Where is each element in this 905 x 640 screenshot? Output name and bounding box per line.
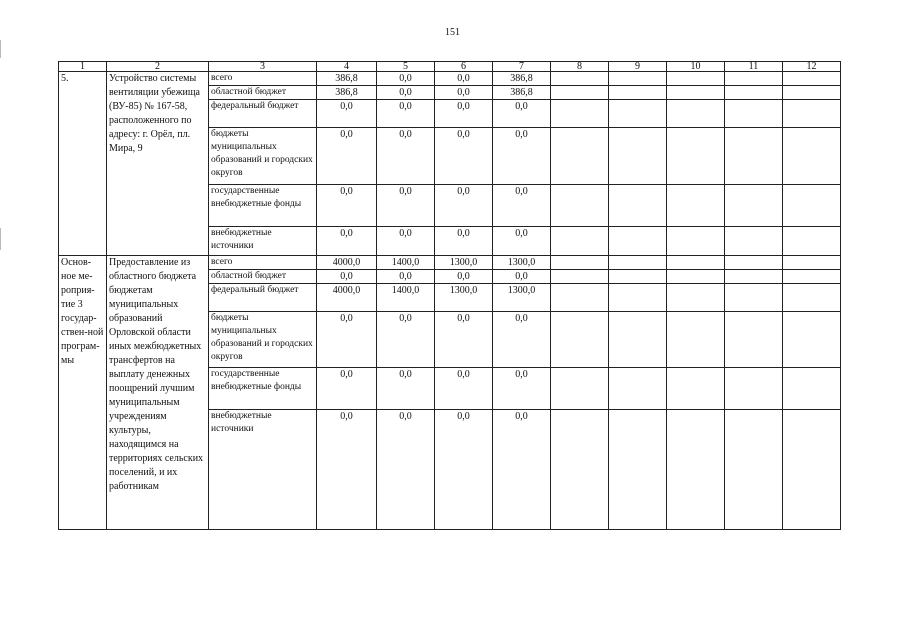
value-col4: 0,0	[317, 227, 377, 256]
funding-source: всего	[209, 256, 317, 270]
value-col7: 0,0	[493, 185, 551, 227]
value-col4: 0,0	[317, 410, 377, 530]
value-col5: 0,0	[377, 312, 435, 368]
scan-edge-mark	[0, 40, 1, 58]
value-col4: 0,0	[317, 312, 377, 368]
value-col6: 1300,0	[435, 256, 493, 270]
column-header: 10	[667, 62, 725, 72]
value-col5: 0,0	[377, 86, 435, 100]
value-col4: 386,8	[317, 86, 377, 100]
value-col5: 0,0	[377, 227, 435, 256]
item-number: Основ-ное ме-роприя-тие 3 государ-ствен-ной програм-мы	[59, 256, 107, 530]
column-header: 3	[209, 62, 317, 72]
funding-source: всего	[209, 72, 317, 86]
header-row	[59, 62, 841, 72]
value-col4: 386,8	[317, 72, 377, 86]
value-col7: 1300,0	[493, 284, 551, 312]
funding-source: государственные внебюджетные фонды	[209, 185, 317, 227]
column-header: 7	[493, 62, 551, 72]
value-col5: 1400,0	[377, 256, 435, 270]
item-description: Устройство системы вентиляции убежища (ВУ-85) № 167-58, расположенного по адресу: г. Орёл, пл. Мира, 9	[107, 72, 209, 256]
value-col5: 0,0	[377, 100, 435, 128]
value-col5: 0,0	[377, 410, 435, 530]
value-col6: 0,0	[435, 270, 493, 284]
funding-source: внебюджетные источники	[209, 227, 317, 256]
value-col5: 0,0	[377, 128, 435, 185]
value-col6: 0,0	[435, 72, 493, 86]
value-col7: 0,0	[493, 410, 551, 530]
value-col7: 0,0	[493, 368, 551, 410]
value-col5: 0,0	[377, 270, 435, 284]
funding-source: бюджеты муниципальных образований и городских округов	[209, 128, 317, 185]
value-col7: 0,0	[493, 128, 551, 185]
budget-table	[58, 61, 841, 530]
value-col6: 0,0	[435, 312, 493, 368]
value-col4: 0,0	[317, 100, 377, 128]
funding-source: областной бюджет	[209, 86, 317, 100]
funding-source: внебюджетные источники	[209, 410, 317, 530]
column-header: 2	[107, 62, 209, 72]
item-description: Предоставление из областного бюджета бюджетам муниципальных образований Орловской области иных межбюджетных трансфертов на выплату денежных поощрений лучшим муниципальным учреждениям культуры, находящимся на территориях сельских поселений, и их работникам	[107, 256, 209, 530]
item-number: 5.	[59, 72, 107, 256]
value-col4: 0,0	[317, 368, 377, 410]
value-col7: 0,0	[493, 270, 551, 284]
value-col4: 0,0	[317, 128, 377, 185]
column-header: 5	[377, 62, 435, 72]
value-col4: 4000,0	[317, 256, 377, 270]
value-col7: 0,0	[493, 227, 551, 256]
value-col6: 0,0	[435, 185, 493, 227]
column-header: 9	[609, 62, 667, 72]
column-header: 12	[783, 62, 841, 72]
funding-source: федеральный бюджет	[209, 100, 317, 128]
value-col5: 0,0	[377, 368, 435, 410]
page-number: 151	[445, 27, 460, 38]
value-col7: 0,0	[493, 312, 551, 368]
value-col6: 1300,0	[435, 284, 493, 312]
value-col7: 386,8	[493, 72, 551, 86]
value-col6: 0,0	[435, 128, 493, 185]
column-header: 1	[59, 62, 107, 72]
value-col4: 4000,0	[317, 284, 377, 312]
value-col4: 0,0	[317, 270, 377, 284]
value-col5: 1400,0	[377, 284, 435, 312]
value-col7: 386,8	[493, 86, 551, 100]
value-col5: 0,0	[377, 72, 435, 86]
value-col6: 0,0	[435, 86, 493, 100]
value-col6: 0,0	[435, 227, 493, 256]
column-header: 8	[551, 62, 609, 72]
table-row	[59, 72, 841, 86]
funding-source: государственные внебюджетные фонды	[209, 368, 317, 410]
table-row	[59, 256, 841, 270]
value-col5: 0,0	[377, 185, 435, 227]
funding-source: федеральный бюджет	[209, 284, 317, 312]
value-col4: 0,0	[317, 185, 377, 227]
scan-edge-mark	[0, 228, 1, 250]
column-header: 4	[317, 62, 377, 72]
value-col6: 0,0	[435, 368, 493, 410]
value-col6: 0,0	[435, 410, 493, 530]
column-header: 6	[435, 62, 493, 72]
value-col6: 0,0	[435, 100, 493, 128]
value-col7: 0,0	[493, 100, 551, 128]
column-header: 11	[725, 62, 783, 72]
funding-source: областной бюджет	[209, 270, 317, 284]
value-col7: 1300,0	[493, 256, 551, 270]
funding-source: бюджеты муниципальных образований и городских округов	[209, 312, 317, 368]
